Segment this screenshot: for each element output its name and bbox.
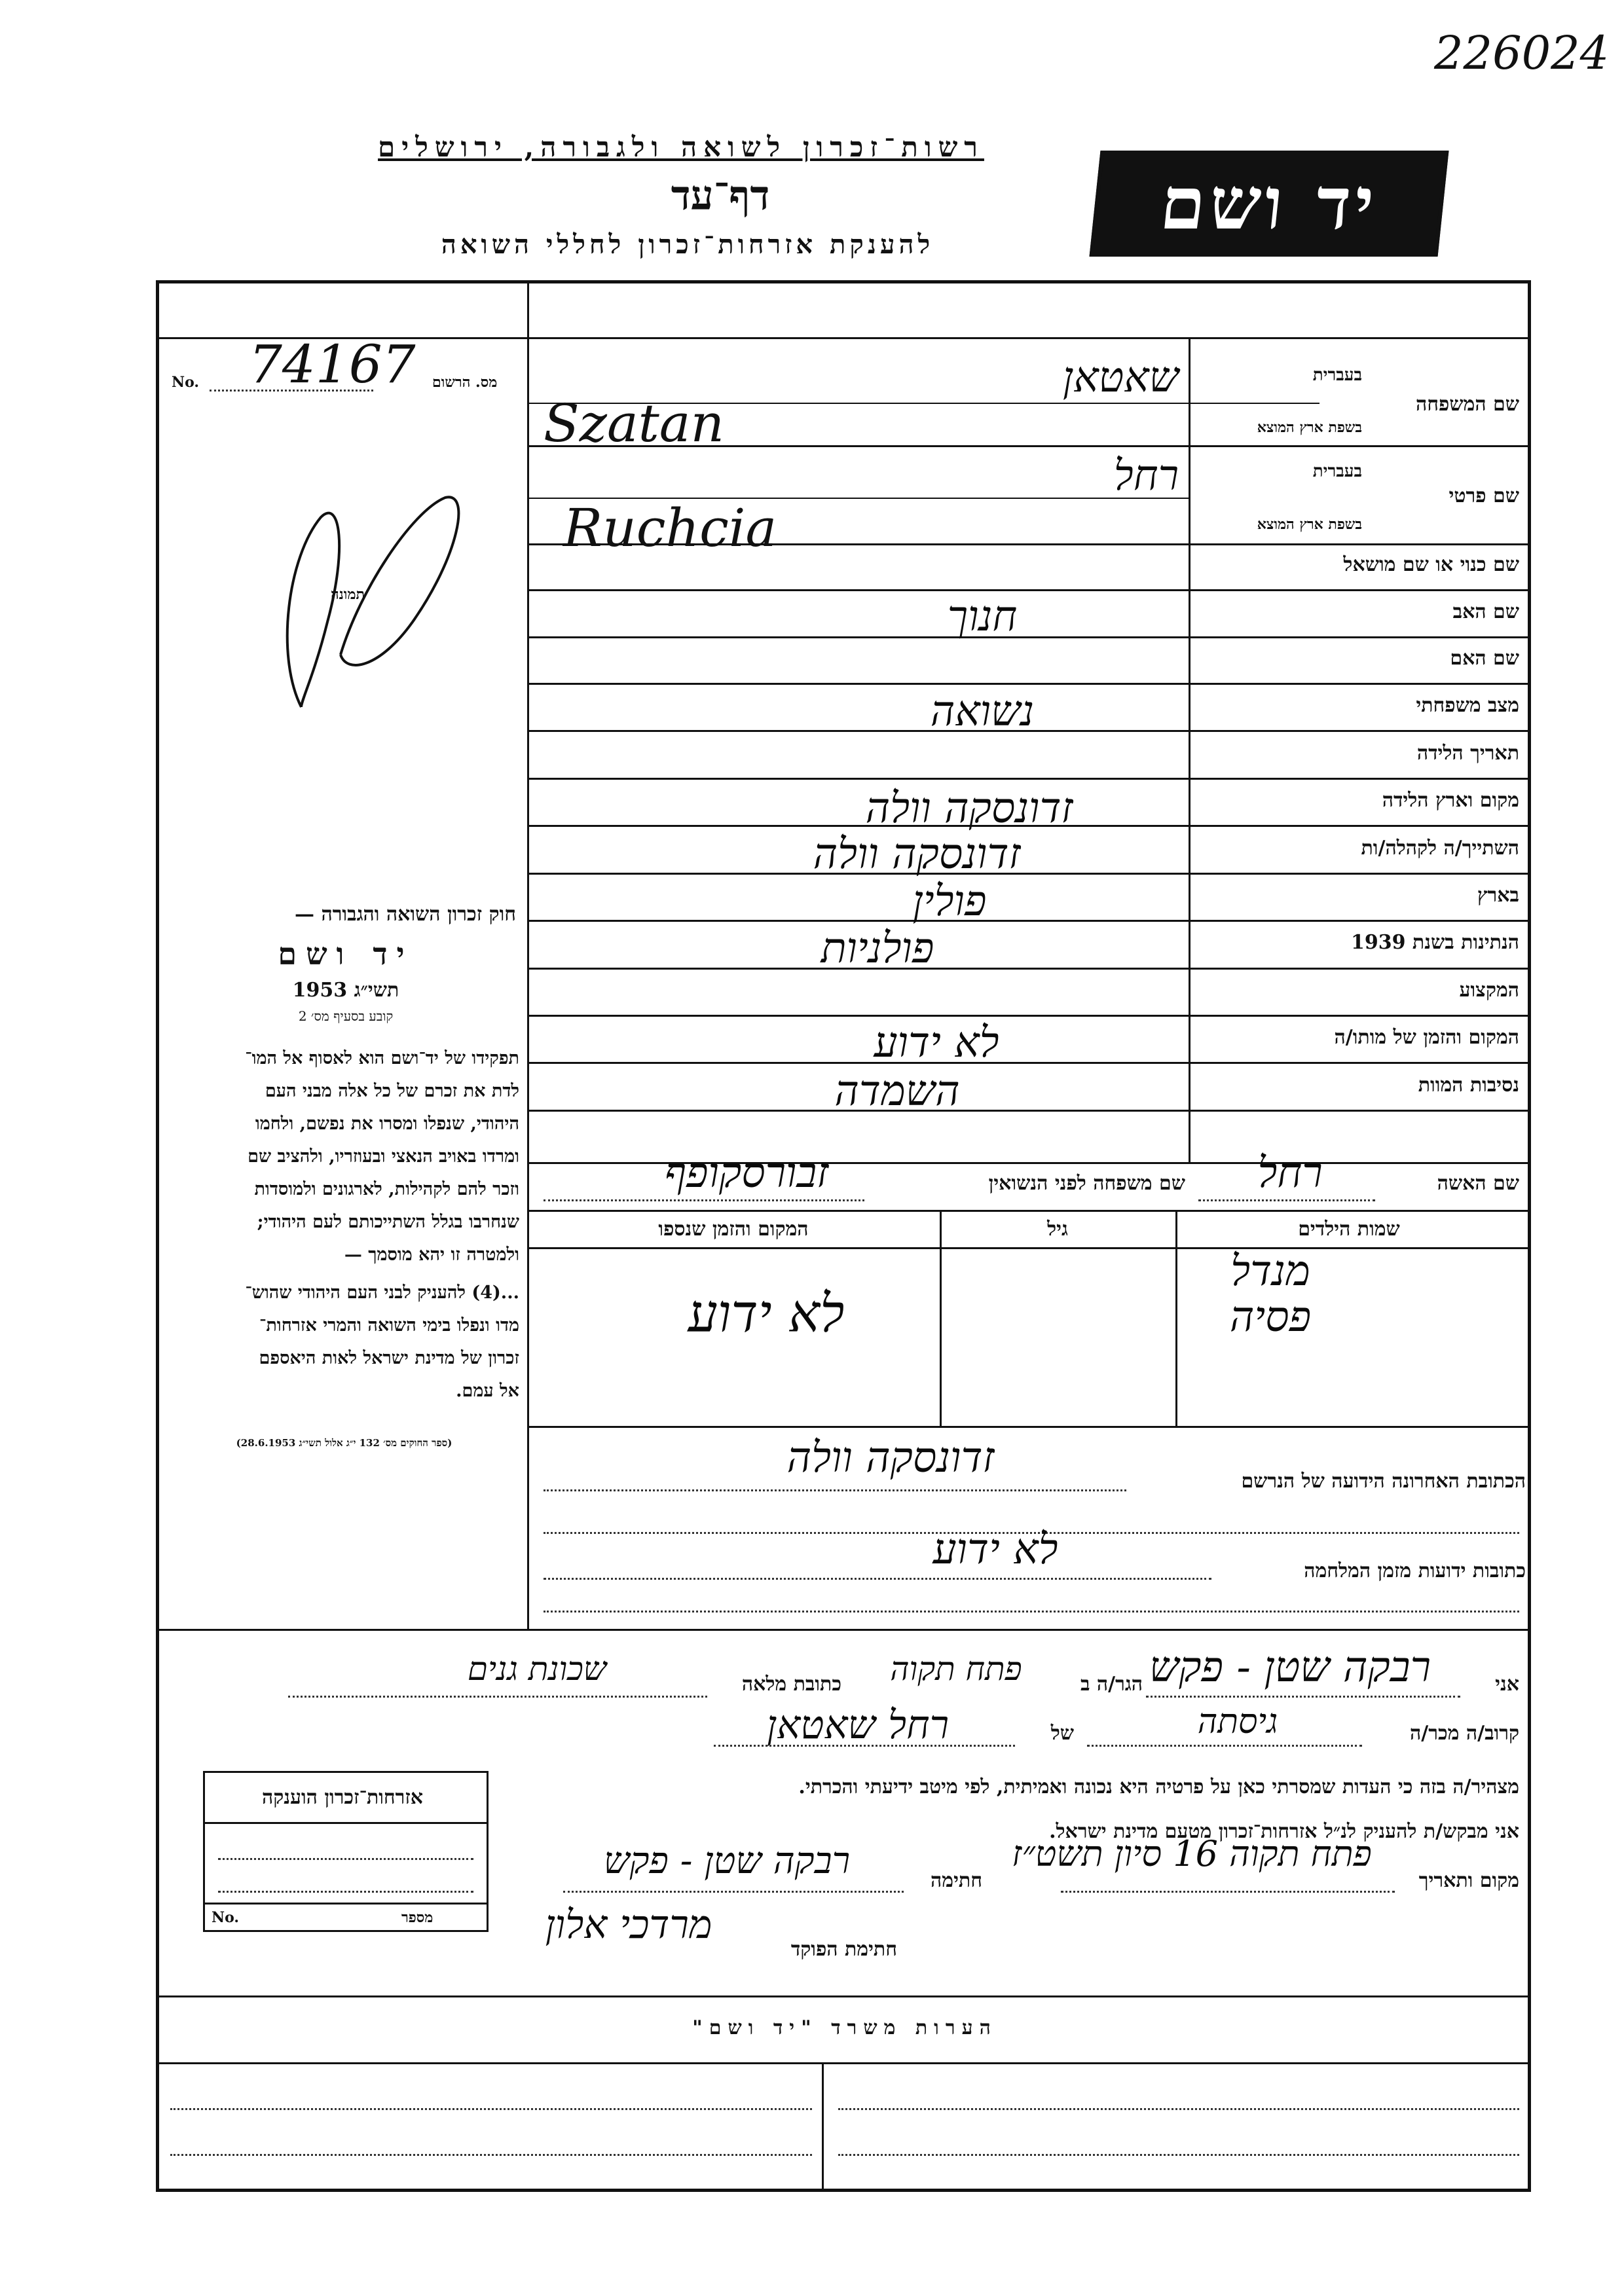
row-sep xyxy=(527,1015,1531,1017)
notes-dots xyxy=(170,2154,812,2156)
law-line: תפקידו של יד־ושם הוא לאסוף אל המו־ xyxy=(245,1048,519,1068)
declarant-label: אני xyxy=(1495,1673,1519,1696)
birth-place-value: זדונסקה וולה xyxy=(865,784,1073,833)
place-date-label: מקום ותאריך xyxy=(1418,1869,1519,1892)
profession-label: המקצוע xyxy=(1459,979,1519,1002)
law-title: חוק זכרון השואה והגבורה — xyxy=(295,903,516,926)
last-address-value: זדונסקה וולה xyxy=(786,1434,995,1482)
notes-dots xyxy=(838,2108,1519,2110)
relation-value: גיסתה xyxy=(1197,1702,1278,1741)
wartime-address-label: כתובות ידועות מזמן המלחמה xyxy=(1304,1559,1526,1582)
given-name-sub-he: בעברית xyxy=(1312,462,1362,481)
maiden-dots xyxy=(544,1199,864,1201)
children-fate-value: לא ידוע xyxy=(688,1283,845,1344)
family-name-label: שם המשפחה xyxy=(1415,393,1519,416)
wife-dots xyxy=(1198,1199,1375,1201)
address-dots xyxy=(288,1696,707,1698)
authority-name: רשות־זכרון לשואה ולגבורה, ירושלים xyxy=(378,131,984,163)
law-line: אל עמם. xyxy=(456,1381,519,1401)
death-place-value: לא ידוע xyxy=(874,1019,999,1067)
stamp-title-line xyxy=(205,1822,487,1824)
stamp-title: אזרחות־זכרון הוענקה xyxy=(261,1786,424,1809)
resident-value: פתח תקוה xyxy=(890,1650,1022,1688)
country-value: פולין xyxy=(912,877,987,926)
nationality-label: הנתינות בשנת 1939 xyxy=(1350,931,1519,954)
children-age-header: גיל xyxy=(1047,1218,1068,1241)
family-name-sub-orig: בשפת ארץ המוצא xyxy=(1257,419,1362,436)
declarant-value: רבקה שטן - פקש xyxy=(1149,1643,1431,1692)
law-line: וזכר להם לקהילות, לארגונים ולמוסדות xyxy=(254,1179,519,1199)
notes-col-divider xyxy=(822,2062,824,2192)
full-address-label: כתובת מלאה xyxy=(741,1673,841,1696)
stamp-number-line xyxy=(205,1903,487,1904)
row-sep xyxy=(527,589,1531,591)
notes-dots xyxy=(838,2154,1519,2156)
archive-number: 226024 xyxy=(1434,26,1610,80)
row-sep xyxy=(527,778,1531,780)
death-circumstances-label: נסיבות המוות xyxy=(1418,1074,1519,1097)
wife-value: רחל xyxy=(1257,1149,1323,1197)
nickname-label: שם כנוי או שם מושאל xyxy=(1343,553,1519,576)
form-subtitle: להענקת אזרחות־זכרון לחללי השואה xyxy=(441,229,934,260)
birth-place-label: מקום וארץ הלידה xyxy=(1382,789,1519,812)
maiden-name-label: שם משפחה לפני הנשואין xyxy=(988,1172,1185,1195)
family-name-sub-he: בעברית xyxy=(1312,365,1362,385)
address-dots xyxy=(544,1611,1519,1613)
notes-top-line xyxy=(156,1995,1531,1997)
law-line: ...(4) להעניק לבני העם היהודי שהוש־ xyxy=(245,1283,519,1303)
children-header-line xyxy=(527,1247,1531,1249)
signature-dots xyxy=(563,1891,904,1893)
signature-label: חתימה xyxy=(931,1869,982,1892)
law-line: ולמטרה זו יהא מוסמך — xyxy=(344,1245,519,1265)
law-line: מדו ונפלו בימי השואה והמרי אזרחות־ xyxy=(259,1315,519,1336)
children-fate-header: המקום והזמן שנספו xyxy=(658,1218,809,1241)
community-value: זדונסקה וולה xyxy=(813,830,1021,879)
father-name-value: חנוך xyxy=(947,592,1018,641)
given-name-orig-value: Ruchcia xyxy=(563,498,777,558)
children-names-header: שמות הילדים xyxy=(1298,1218,1400,1241)
row-sep xyxy=(527,1210,1531,1212)
notes-divider xyxy=(156,2062,1531,2064)
given-name-sub-orig: בשפת ארץ המוצא xyxy=(1257,516,1362,533)
law-name: יד ושם xyxy=(278,936,414,972)
law-line: לדת את זכרם של כל אלה מבני העם xyxy=(265,1081,519,1101)
birth-date-label: תאריך הלידה xyxy=(1416,742,1519,765)
relation-label: קרוב/ה מכר/ה xyxy=(1410,1722,1519,1745)
mother-name-label: שם האם xyxy=(1450,647,1519,670)
form-title: דף־עד xyxy=(671,172,770,219)
wife-label: שם האשה xyxy=(1437,1172,1519,1195)
yad-vashem-logo: יד ושם xyxy=(1089,151,1449,257)
law-body xyxy=(169,1042,519,1408)
child-name: מנדל xyxy=(1230,1247,1310,1296)
given-name-he-value: רחל xyxy=(1113,452,1179,500)
row-sep xyxy=(527,683,1531,685)
signature-value: רבקה שטן - פקש xyxy=(603,1840,851,1882)
of-value: רחל שאטאן xyxy=(766,1702,950,1748)
law-line: שנחרבו בגלל השתייכותם לעם היהודי; xyxy=(257,1212,519,1232)
community-label: השתייך/ה לקהלה/ות xyxy=(1361,837,1519,860)
law-year: תשי״ג 1953 xyxy=(292,979,399,1002)
maiden-name-value: זבורסקופף xyxy=(664,1149,829,1197)
no-label: No. xyxy=(172,374,200,391)
children-col-divider xyxy=(1175,1210,1177,1426)
relation-dots xyxy=(1087,1745,1362,1747)
declaration-request: אני מבקש/ת להעניק לנ״ל אזרחות־זכרון מטעם מדינת ישראל. xyxy=(1049,1820,1519,1843)
death-circumstances-value: השמדה xyxy=(834,1067,960,1116)
registry-label: מס. הרשום xyxy=(432,374,498,391)
label-column-divider xyxy=(1189,337,1190,1162)
law-line: היהודי, שנפלו ומסרו את נפשם, ולחמו xyxy=(255,1114,519,1134)
family-name-orig-value: Szatan xyxy=(544,393,725,454)
registry-number: 74167 xyxy=(249,334,416,395)
office-notes-title: הערות משרד "יד ושם" xyxy=(692,2016,997,2039)
notes-dots xyxy=(170,2108,812,2110)
memorial-citizenship-box xyxy=(203,1771,489,1932)
marital-status-label: מצב משפחתי xyxy=(1416,694,1519,717)
law-clause: קובע בסעיף מס׳ 2 xyxy=(298,1008,394,1024)
resident-label: הגר/ה ב xyxy=(1080,1673,1143,1696)
children-col-divider xyxy=(940,1210,942,1426)
law-line: ומרדו באויב הנאצי ובעוזריו, ולהציב שם xyxy=(248,1146,519,1167)
full-address-value: שכונת גנים xyxy=(467,1650,607,1688)
family-name-he-value: שאטאן xyxy=(1062,354,1179,402)
declarant-dots xyxy=(1146,1696,1460,1698)
last-address-label: הכתובת האחרונה הידועה של הנרשם xyxy=(1241,1470,1526,1493)
declaration-statement: מצהיר/ה בזה כי העדות שמסרתי כאן על פרטיה היא נכונה ואמיתית, לפי מיטב ידיעתי והכרתי. xyxy=(798,1776,1519,1798)
declaration-top-line xyxy=(156,1629,1531,1631)
law-line: זכרון של מדינת ישראל לאות היאספם xyxy=(259,1348,519,1368)
nationality-value: פולניות xyxy=(821,924,934,973)
of-label: של xyxy=(1050,1722,1074,1745)
stamp-dots xyxy=(218,1891,473,1893)
officer-signature-value: מרדכי אלון xyxy=(545,1902,712,1948)
officer-signature-label: חתימת הפוקד xyxy=(790,1938,897,1961)
death-place-label: המקום והזמן של מותו/ה xyxy=(1334,1026,1519,1049)
place-date-value: פתח תקוה 16 סיון תשט״ז xyxy=(1012,1833,1372,1874)
country-label: בארץ xyxy=(1477,884,1519,907)
place-date-dots xyxy=(1061,1891,1395,1893)
father-name-label: שם האב xyxy=(1452,600,1519,623)
last-address-dots xyxy=(544,1489,1126,1491)
photo-label: תמונה xyxy=(331,586,365,603)
child-name: פסיה xyxy=(1229,1293,1312,1341)
stamp-no-label: No. xyxy=(212,1909,240,1926)
stamp-number-label: מספר xyxy=(401,1909,434,1926)
field-subdivider xyxy=(1189,403,1320,404)
law-source: (ספר החוקים מס׳ 132 י״ג אלול תשי״ג 28.6.1953) xyxy=(236,1437,452,1449)
given-name-label: שם פרטי xyxy=(1449,484,1519,507)
wartime-address-value: לא ידוע xyxy=(932,1525,1058,1574)
photo-area-scribble xyxy=(262,458,471,714)
marital-status-value: נשואה xyxy=(930,687,1035,736)
row-sep xyxy=(527,1426,1531,1428)
wartime-address-dots xyxy=(544,1578,1211,1580)
stamp-dots xyxy=(218,1858,473,1860)
